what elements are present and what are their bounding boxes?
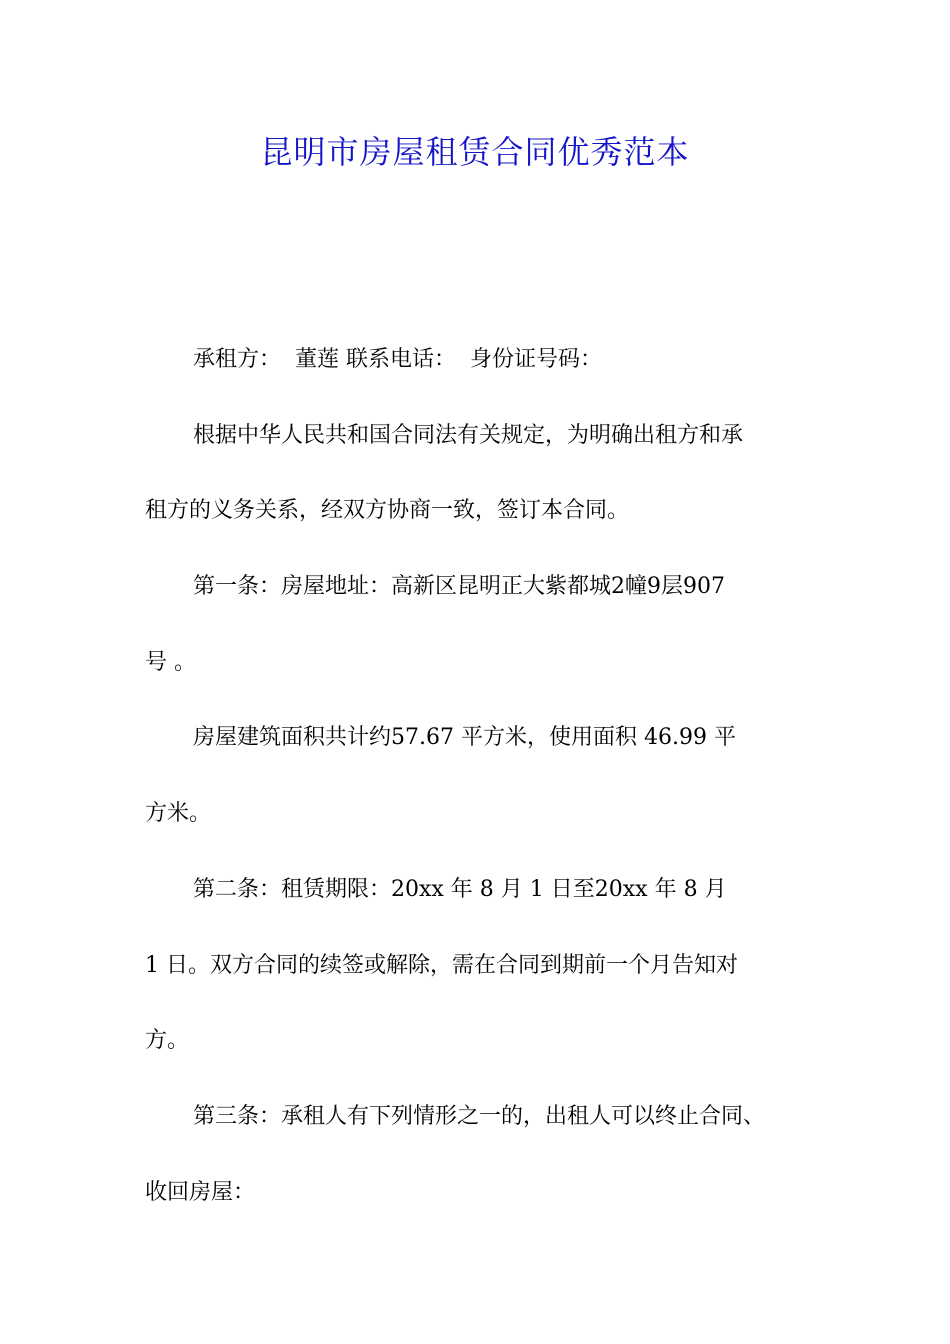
article-2-line-1: 第二条：租赁期限：20xx 年 8 月 1 日至20xx 年 8 月	[193, 876, 727, 902]
article-3-line-1: 第三条：承租人有下列情形之一的，出租人可以终止合同、	[193, 1103, 766, 1129]
document-title: 昆明市房屋租赁合同优秀范本	[260, 133, 690, 171]
article-2-line-2: 1 日。双方合同的续签或解除，需在合同到期前一个月告知对	[145, 952, 738, 978]
area-line-2: 方米。	[145, 801, 212, 827]
preamble-line-1: 根据中华人民共和国合同法有关规定，为明确出租方和承	[193, 422, 744, 448]
article-2-line-3: 方。	[145, 1028, 190, 1054]
article-1-line-1: 第一条：房屋地址：高新区昆明正大紫都城2幢9层907	[193, 574, 725, 600]
article-1-line-2: 号 。	[145, 649, 196, 675]
preamble-line-2: 租方的义务关系，经双方协商一致，签订本合同。	[145, 498, 630, 524]
article-3-line-2: 收回房屋：	[145, 1179, 256, 1205]
area-line-1: 房屋建筑面积共计约57.67 平方米，使用面积 46.99 平	[193, 725, 736, 751]
document-body	[145, 334, 815, 1242]
tenant-info-line: 承租方： 董莲 联系电话： 身份证号码：	[193, 347, 602, 372]
